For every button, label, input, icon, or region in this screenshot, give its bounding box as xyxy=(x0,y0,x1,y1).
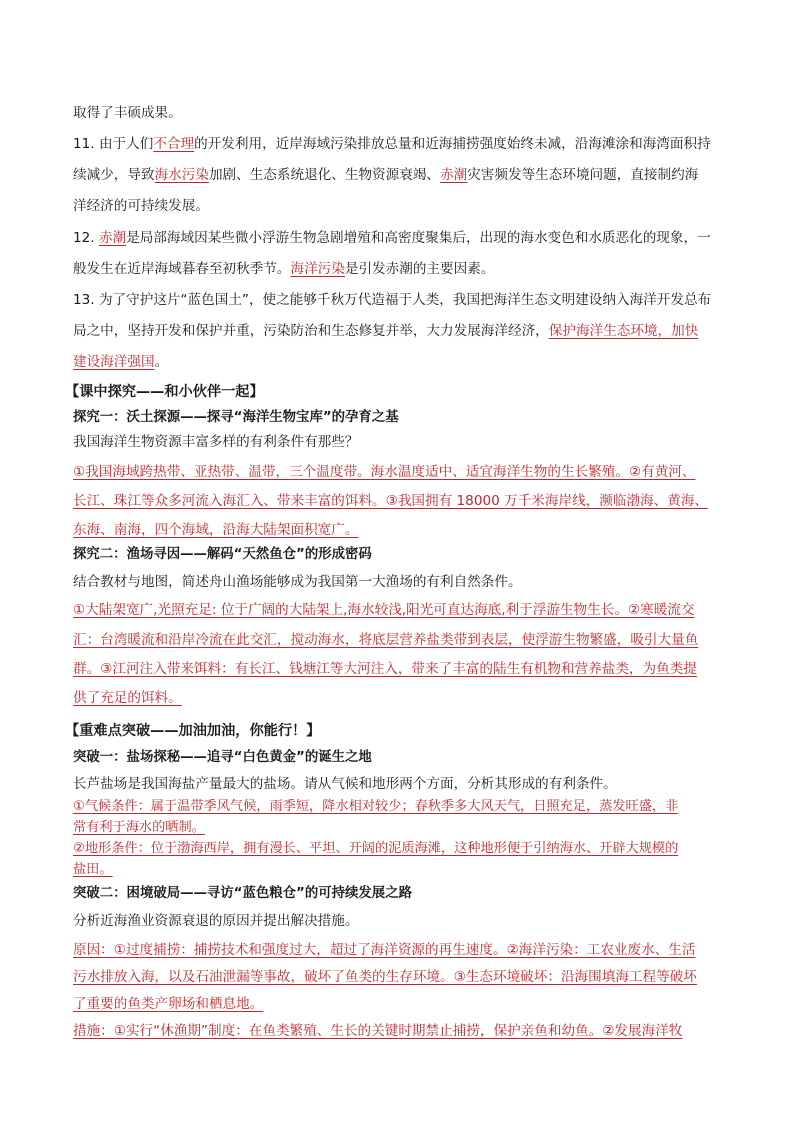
text: 取得了丰硕成果。 xyxy=(73,105,182,121)
text: 11. 由于人们 xyxy=(73,136,154,152)
paragraph-13-line-3 xyxy=(73,352,724,372)
breakthrough-1-answer-line-2: 常有利于海水的晒制。 xyxy=(73,820,205,835)
text: 洋经济的可持续发展。 xyxy=(73,198,209,214)
breakthrough-2-answer-line-4: 措施：①实行“休渔期”制度：在鱼类繁殖、生长的关键时期禁止捕捞，保护亲鱼和幼鱼。②发展海洋牧 xyxy=(73,1023,683,1039)
answer-blank: 赤潮 xyxy=(98,230,127,246)
text: 是引发赤潮的主要因素。 xyxy=(344,261,495,277)
text: 加剧、生态系统退化、生物资源衰竭、 xyxy=(208,167,441,183)
text: 般发生在近岸海域暮春至初秋季节。 xyxy=(73,261,291,277)
answer-blank: 海水污染 xyxy=(154,167,209,183)
section-heading: 【重难点突破——加油加油，你能行！】 xyxy=(65,723,321,739)
breakthrough-2-answer-line-3: 了重要的鱼类产卵场和栖息地。 xyxy=(73,996,264,1012)
exploration-2-answer-line-2: 汇：台湾暖流和沿岸冷流在此交汇，搅动海水，将底层营养盐类带到表层，使浮游生物繁盛，吸引大量鱼 xyxy=(73,632,699,648)
paragraph-11-line-2 xyxy=(73,165,724,185)
breakthrough-1-question: 长芦盐场是我国海盐产量最大的盐场。请从气候和地形两个方面，分析其形成的有利条件。 xyxy=(73,776,617,792)
exploration-2-title: 探究二：渔场寻因——解码“天然鱼仓”的形成密码 xyxy=(73,547,372,562)
paragraph-11-line-3 xyxy=(73,196,724,216)
exploration-1-answer-line-2: 长江、珠江等众多河流入海汇入、带来丰富的饵料。③我国拥有 18000 万千米海岸线，濒临渤海、黄海、 xyxy=(73,493,709,509)
text: 是局部海域因某些微小浮游生物急剧增殖和高密度聚集后，出现的海水变色和水质恶化的现象，一 xyxy=(126,230,711,246)
exploration-2-answer-line-3: 群。③江河注入带来饵料：有长江、钱塘江等大河注入，带来了丰富的陆生有机物和营养盐类，为鱼类提 xyxy=(73,661,697,677)
text: 。 xyxy=(154,354,169,370)
exploration-2-answer-line-1: ①大陆架宽广,光照充足: 位于广阔的大陆架上,海水较浅,阳光可直达海底,利于浮游生物生长。②寒暖流交 xyxy=(73,602,695,618)
paragraph-13-line-1 xyxy=(73,290,724,310)
text: 12. xyxy=(73,230,99,246)
paragraph-13-line-2 xyxy=(73,321,724,341)
answer-blank: 建设海洋强国 xyxy=(73,354,155,370)
paragraph-12-line-2 xyxy=(73,259,724,279)
text: 续减少，导致 xyxy=(73,167,155,183)
exploration-1-question: 我国海洋生物资源丰富多样的有利条件有那些？ xyxy=(73,434,359,450)
paragraph-12-line-1 xyxy=(73,228,724,248)
text: 局之中，坚持开发和保护并重，污染防治和生态修复并举，大力发展海洋经济， xyxy=(73,323,549,339)
breakthrough-1-answer-line-4: 盐田。 xyxy=(73,862,113,877)
section-heading: 【课中探究——和小伙伴一起】 xyxy=(65,384,264,400)
breakthrough-1-answer-line-1: ①气候条件：属于温带季风气候，雨季短，降水相对较少；春秋季多大风天气，日照充足，蒸发旺盛，非 xyxy=(73,799,679,814)
breakthrough-1-answer-line-3: ②地形条件：位于渤海西岸，拥有漫长、平坦、开阔的泥质海滩，这种地形便于引纳海水、开辟大规模的 xyxy=(73,841,679,856)
text-line xyxy=(73,103,724,123)
answer-blank: 海洋污染 xyxy=(290,261,345,277)
exploration-2-question: 结合教材与地图，简述舟山渔场能够成为我国第一大渔场的有利自然条件。 xyxy=(73,574,522,590)
breakthrough-1-title: 突破一：盐场探秘——追寻“白色黄金”的诞生之地 xyxy=(73,750,372,765)
breakthrough-2-answer-line-2: 污水排放入海，以及石油泄漏等事故，破坏了鱼类的生存环境。③生态环境破坏：沿海围填海工程等破坏 xyxy=(73,969,697,985)
exploration-2-answer-line-4: 供了充足的饵料。 xyxy=(73,690,182,706)
text: 灾害频发等生态环境问题，直接制约海 xyxy=(467,167,699,183)
exploration-1-title: 探究一：沃土探源——探寻“海洋生物宝库”的孕育之基 xyxy=(73,410,399,425)
text: 的开发利用，近岸海域污染排放总量和近海捕捞强度始终未减，沿海滩涂和海湾面积持 xyxy=(194,136,711,152)
exploration-1-answer-line-1: ①我国海域跨热带、亚热带、温带，三个温度带。海水温度适中、适宜海洋生物的生长繁殖。②有黄河、 xyxy=(73,464,696,480)
answer-blank: 保护海洋生态环境，加快 xyxy=(548,323,699,339)
answer-blank: 赤潮 xyxy=(440,167,468,183)
breakthrough-2-question: 分析近海渔业资源衰退的原因并提出解决措施。 xyxy=(73,913,359,929)
answer-blank: 不合理 xyxy=(153,136,195,152)
exploration-1-answer-line-3: 东海、南海，四个海域，沿海大陆架面积宽广。 xyxy=(73,522,359,538)
breakthrough-2-answer-line-1: 原因：①过度捕捞：捕捞技术和强度过大，超过了海洋资源的再生速度。②海洋污染：工农业废水、生活 xyxy=(73,942,696,958)
text: 13. 为了守护这片“蓝色国土”，使之能够千秋万代造福于人类，我国把海洋生态文明建设纳入海洋开发总布 xyxy=(73,292,712,308)
breakthrough-2-title: 突破二：困境破局——寻访“蓝色粮仓”的可持续发展之路 xyxy=(73,886,412,901)
paragraph-11-line-1 xyxy=(73,134,724,154)
